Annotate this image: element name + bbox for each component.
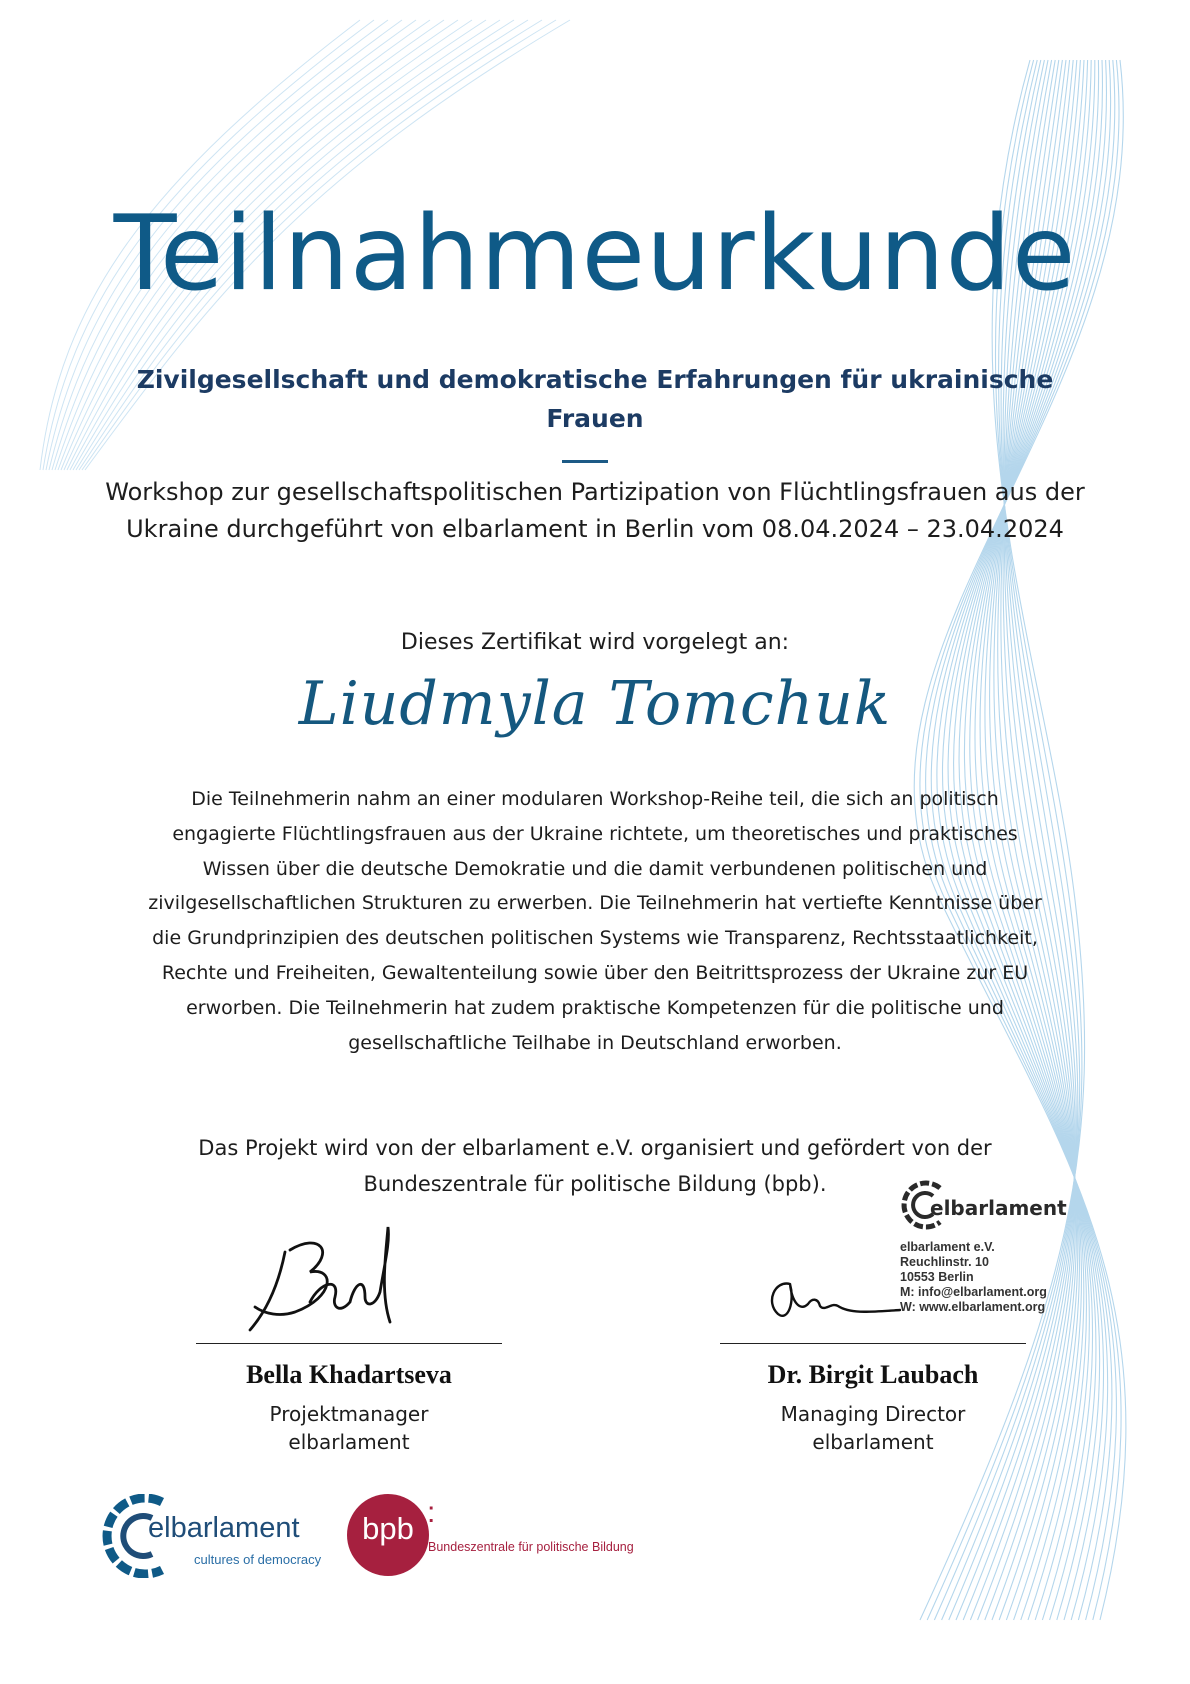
- elbarlament-logo: [100, 1494, 340, 1578]
- signature-laubach: [760, 1272, 910, 1332]
- signatory-org: elbarlament: [812, 1430, 934, 1454]
- certificate-title: Teilnahmeurkunde: [113, 194, 1077, 314]
- signatory-role: Projektmanager: [269, 1402, 429, 1426]
- certificate-subtitle: Zivilgesellschaft und demokratische Erfahrungen für ukrainische Frauen: [136, 365, 1054, 433]
- signatory-name: Bella Khadartseva: [246, 1360, 452, 1389]
- signatory-role: Managing Director: [780, 1402, 966, 1426]
- recipient-name: Liudmyla Tomchuk: [298, 669, 892, 739]
- stamp-org-name: elbarlament: [930, 1196, 1067, 1220]
- elbarlament-logo-tagline: cultures of democracy: [194, 1552, 322, 1567]
- signature-khadartseva: [240, 1222, 430, 1342]
- signatory-name: Dr. Birgit Laubach: [767, 1360, 979, 1389]
- signatory-org: elbarlament: [288, 1430, 410, 1454]
- bpb-logo-colon: :: [427, 1496, 436, 1529]
- bpb-logo-text: Bundeszentrale für politische Bildung: [428, 1540, 634, 1554]
- bpb-logo-mark: bpb: [347, 1494, 429, 1576]
- certificate-body: Die Teilnehmerin nahm an einer modularen Workshop-Reihe teil, die sich an politisch engagierte Flüchtlingsfrauen aus der Ukraine richtete, um theoretisches und praktisches Wissen über die deutsche Demokratie und die damit verbundenen politischen und zivilgesellschaftlichen Strukturen zu erwerben. Die Teilnehmerin hat vertiefte Kenntnisse über die Grundprinzipien des deutschen politischen Systems wie Transparenz, Rechtsstaatlichkeit, Rechte und Freiheiten, Gewaltenteilung sowie über den Beitrittsprozess der Ukraine zur EU erworben. Die Teilnehmerin hat zudem praktische Kompetenzen für die politische und gesellschaftliche Teilhabe in Deutschland erworben.: [148, 788, 1042, 1054]
- signatory-right: [720, 1360, 1026, 1456]
- presented-to-label: Dieses Zertifikat wird vorgelegt an:: [400, 630, 790, 655]
- signatory-left: [196, 1360, 502, 1456]
- project-note: Das Projekt wird von der elbarlament e.V. organisiert und gefördert von der Bundeszentrale für politische Bildung (bpb).: [198, 1136, 992, 1196]
- divider: [562, 460, 608, 463]
- workshop-description: Workshop zur gesellschaftspolitischen Partizipation von Flüchtlingsfrauen aus der Ukraine durchgeführt von elbarlament in Berlin vom 08.04.2024 – 23.04.2024: [105, 478, 1085, 543]
- stamp-website: W: www.elbarlament.org: [900, 1300, 1046, 1314]
- signature-line-left: [196, 1343, 502, 1344]
- stamp-address-line: Reuchlinstr. 10: [900, 1255, 989, 1269]
- stamp-address-line: elbarlament e.V.: [900, 1240, 995, 1254]
- signature-line-right: [720, 1343, 1026, 1344]
- elbarlament-logo-text: elbarlament: [148, 1512, 300, 1544]
- stamp-email: M: info@elbarlament.org: [900, 1285, 1047, 1299]
- stamp-address-line: 10553 Berlin: [900, 1270, 974, 1284]
